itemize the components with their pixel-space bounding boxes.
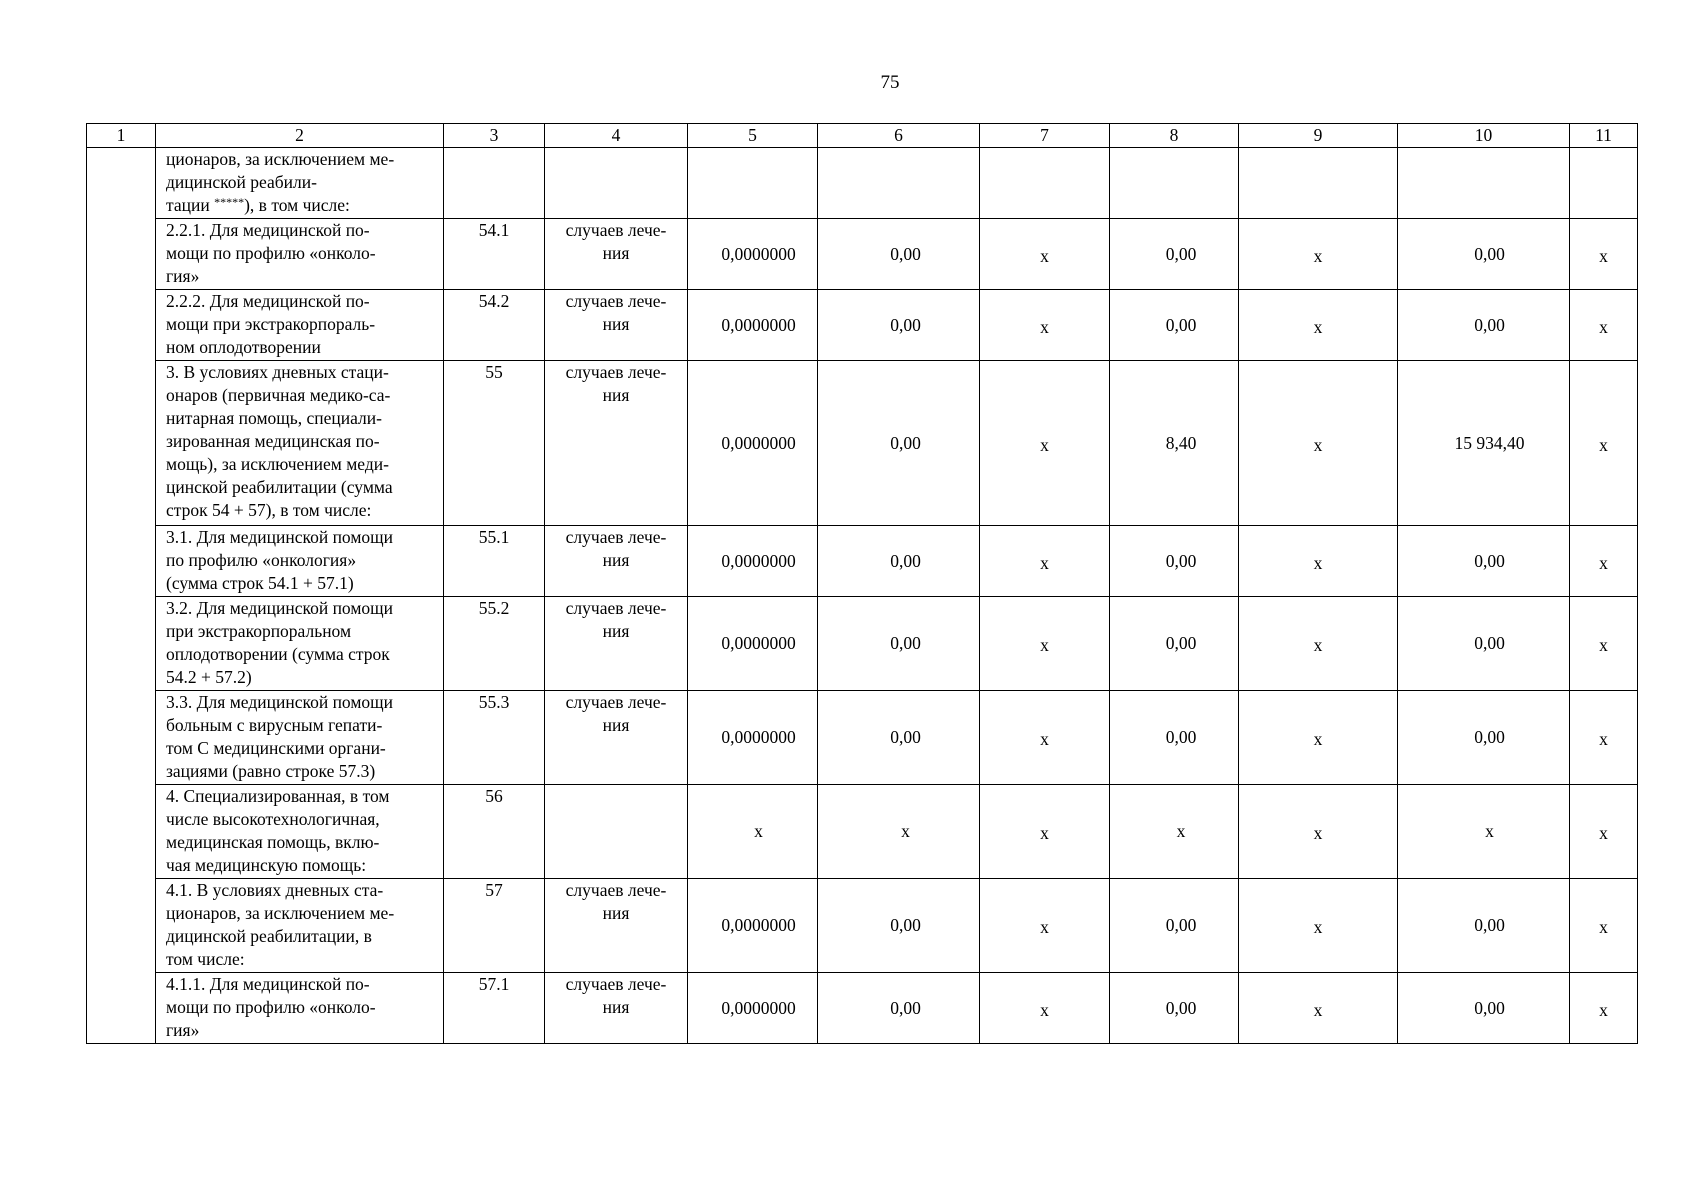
column-8-text: 0,00: [1165, 997, 1197, 1018]
row-name-tail: ), в том числе:: [244, 195, 350, 215]
column-10-text: х: [1485, 821, 1494, 841]
column-5-cell: [688, 290, 818, 361]
empty-cell: [818, 148, 980, 219]
column-9-cell: [1239, 973, 1398, 1044]
column-header: 2: [156, 124, 444, 148]
row-code-text: 56: [485, 786, 503, 806]
column-5-cell: [688, 973, 818, 1044]
column-7-cell: [980, 219, 1110, 290]
column-5-cell: [688, 879, 818, 973]
column-5-text: 0,0000000: [721, 314, 796, 335]
column-header: 7: [980, 124, 1110, 148]
column-10-text: 0,00: [1474, 915, 1505, 935]
row-name-cell: [156, 526, 444, 597]
table-row: [87, 219, 1638, 290]
unit-cell: [545, 597, 688, 691]
header-row: [87, 124, 1638, 148]
column-10-text: 0,00: [1474, 727, 1505, 747]
column-11-cell: [1570, 290, 1638, 361]
column-7-text: х: [1040, 999, 1049, 1020]
column-6-text: 0,00: [890, 550, 921, 571]
row-code-cell: [444, 526, 545, 597]
table-row: [87, 361, 1638, 526]
column-5-text: 0,0000000: [721, 915, 796, 935]
column-8-text: х: [1176, 821, 1186, 841]
column-10-cell: [1398, 290, 1570, 361]
row-code-cell: [444, 691, 545, 785]
column-6-text: 0,00: [890, 997, 921, 1018]
table-row: [87, 526, 1638, 597]
column-5-cell: [688, 785, 818, 879]
column-9-cell: [1239, 219, 1398, 290]
row-name-cell: [156, 361, 444, 526]
column-header: 1: [87, 124, 156, 148]
unit-text: случаев лече- ния: [565, 362, 667, 405]
column-7-cell: [980, 785, 1110, 879]
row-name-cell: [156, 290, 444, 361]
column-5-cell: [688, 597, 818, 691]
column-7-text: х: [1040, 917, 1049, 937]
column-6-cell: [818, 290, 980, 361]
column-5-text: 0,0000000: [721, 550, 796, 571]
column-6-cell: [818, 219, 980, 290]
column-6-cell: [818, 597, 980, 691]
table-row: [87, 290, 1638, 361]
column-header: 10: [1398, 124, 1570, 148]
column-10-text: 0,00: [1474, 314, 1505, 335]
column-8-cell: [1110, 785, 1239, 879]
column-10-text: 0,00: [1474, 243, 1505, 264]
column-11-text: х: [1599, 434, 1608, 455]
column-header: 8: [1110, 124, 1239, 148]
column-8-text: 0,00: [1165, 633, 1197, 653]
column-header: 3: [444, 124, 545, 148]
column-10-cell: [1398, 219, 1570, 290]
column-10-text: 15 934,40: [1454, 432, 1525, 453]
column-8-text: 0,00: [1165, 727, 1197, 747]
row-name-cell: [156, 879, 444, 973]
column-6-cell: [818, 526, 980, 597]
row-code-cell: [444, 290, 545, 361]
column-7-text: х: [1040, 635, 1049, 655]
column-7-text: х: [1040, 316, 1049, 337]
column-7-cell: [980, 361, 1110, 526]
column-8-text: 0,00: [1165, 550, 1197, 571]
column-9-cell: [1239, 526, 1398, 597]
column-9-cell: [1239, 597, 1398, 691]
column-7-text: х: [1040, 434, 1049, 455]
column-11-text: х: [1599, 552, 1608, 573]
table-row: [87, 691, 1638, 785]
row-code-text: 55: [485, 362, 503, 382]
row-name-cell: [156, 785, 444, 879]
column-10-cell: [1398, 526, 1570, 597]
column-11-cell: [1570, 597, 1638, 691]
row-name-cell: [156, 691, 444, 785]
column-11-cell: [1570, 973, 1638, 1044]
row-name-text: 3. В условиях дневных стаци- онаров (первичная медико-са- нитарная помощь, специали- зированная медицинская по- мощь), за исключением меди- цинской реабилитации (сумма строк 54 + 57), в том числе:: [166, 362, 393, 520]
column-10-cell: [1398, 597, 1570, 691]
row-code-text: 54.1: [478, 220, 510, 240]
empty-cell: [980, 148, 1110, 219]
empty-cell: [1398, 148, 1570, 219]
column-7-text: х: [1040, 823, 1049, 843]
column-11-cell: [1570, 879, 1638, 973]
unit-cell: [545, 290, 688, 361]
column-7-cell: [980, 290, 1110, 361]
row-name-text: 4.1.1. Для медицинской по- мощи по профилю «онколо- гия»: [166, 974, 376, 1040]
column-9-text: х: [1313, 729, 1323, 749]
column-7-cell: [980, 597, 1110, 691]
column-7-cell: [980, 526, 1110, 597]
row-code-text: 57.1: [478, 974, 510, 994]
unit-text: случаев лече- ния: [565, 220, 667, 263]
column-9-text: х: [1313, 917, 1323, 937]
row-name-text: 4. Специализированная, в том числе высокотехнологичная, медицинская помощь, вклю- чая медицинскую помощь:: [166, 786, 390, 875]
column-5-cell: [688, 691, 818, 785]
column-header: 6: [818, 124, 980, 148]
column-8-text: 8,40: [1165, 432, 1197, 453]
column-11-text: х: [1599, 635, 1608, 655]
row-name-text: 2.2.2. Для медицинской по- мощи при экстракорпораль- ном оплодотворении: [166, 291, 376, 357]
column-5-text: 0,0000000: [721, 633, 796, 653]
column-10-cell: [1398, 879, 1570, 973]
data-table: [86, 123, 1638, 1044]
unit-text: случаев лече- ния: [565, 291, 667, 334]
row-name-text: 3.2. Для медицинской помощи при экстракорпоральном оплодотворении (сумма строк 54.2 + 57.2): [166, 598, 394, 687]
column-8-cell: [1110, 691, 1239, 785]
unit-text: случаев лече- ния: [565, 880, 667, 923]
column-6-cell: [818, 785, 980, 879]
row-name-text: 3.1. Для медицинской помощи по профилю «онкология» (сумма строк 54.1 + 57.1): [166, 527, 394, 593]
column-8-cell: [1110, 879, 1239, 973]
column-6-text: х: [901, 821, 910, 841]
column-9-text: х: [1313, 434, 1323, 455]
column-7-cell: [980, 879, 1110, 973]
column-header: 9: [1239, 124, 1398, 148]
column-8-text: 0,00: [1165, 314, 1197, 335]
column-9-text: х: [1313, 999, 1323, 1020]
column-5-text: 0,0000000: [721, 727, 796, 747]
row-code-cell: [444, 597, 545, 691]
column-6-cell: [818, 361, 980, 526]
unit-cell: [545, 785, 688, 879]
unit-cell: [545, 691, 688, 785]
column-8-text: 0,00: [1165, 915, 1197, 935]
row-name-text: 2.2.1. Для медицинской по- мощи по профилю «онколо- гия»: [166, 220, 376, 286]
column-8-cell: [1110, 973, 1239, 1044]
column-9-cell: [1239, 785, 1398, 879]
column-8-cell: [1110, 361, 1239, 526]
column-10-text: 0,00: [1474, 997, 1505, 1018]
empty-cell: [1239, 148, 1398, 219]
column-5-text: х: [754, 821, 763, 841]
row-name-text: 4.1. В условиях дневных ста- ционаров, за исключением ме- дицинской реабилитации, в том числе:: [166, 880, 395, 969]
column-7-cell: [980, 973, 1110, 1044]
column-8-cell: [1110, 290, 1239, 361]
column-11-cell: [1570, 785, 1638, 879]
column-11-cell: [1570, 219, 1638, 290]
column-7-cell: [980, 691, 1110, 785]
row-name-cell: [156, 148, 444, 219]
column-5-cell: [688, 526, 818, 597]
column-header: 5: [688, 124, 818, 148]
column-11-text: х: [1599, 245, 1608, 266]
empty-cell: [545, 148, 688, 219]
column-5-text: 0,0000000: [721, 997, 796, 1018]
row-code-cell: [444, 219, 545, 290]
column-6-text: 0,00: [890, 633, 921, 653]
unit-text: случаев лече- ния: [565, 974, 667, 1017]
empty-cell: [444, 148, 545, 219]
column-6-cell: [818, 879, 980, 973]
column-11-cell: [1570, 691, 1638, 785]
table-row: [87, 879, 1638, 973]
column-11-text: х: [1599, 729, 1608, 749]
column-8-text: 0,00: [1165, 243, 1197, 264]
unit-cell: [545, 361, 688, 526]
column-9-cell: [1239, 361, 1398, 526]
column-11-cell: [1570, 361, 1638, 526]
row-code-text: 55.1: [478, 527, 510, 547]
column-header: 11: [1570, 124, 1638, 148]
row-code-text: 55.3: [478, 692, 510, 712]
row-code-text: 54.2: [478, 291, 510, 311]
row-name-cell: [156, 597, 444, 691]
unit-cell: [545, 879, 688, 973]
unit-cell: [545, 973, 688, 1044]
column-10-cell: [1398, 973, 1570, 1044]
column-9-text: х: [1313, 316, 1323, 337]
column-5-cell: [688, 361, 818, 526]
column-10-text: 0,00: [1474, 550, 1505, 571]
unit-text: случаев лече- ния: [565, 527, 667, 570]
column-10-cell: [1398, 361, 1570, 526]
unit-cell: [545, 526, 688, 597]
table-row: [87, 785, 1638, 879]
page-number: 75: [880, 72, 900, 93]
column-11-text: х: [1599, 316, 1608, 337]
column-8-cell: [1110, 219, 1239, 290]
row-code-cell: [444, 361, 545, 526]
column-7-text: х: [1040, 729, 1049, 749]
column-10-cell: [1398, 785, 1570, 879]
column-11-cell: [1570, 526, 1638, 597]
table-row: [87, 973, 1638, 1044]
table-row: [87, 597, 1638, 691]
column-5-text: 0,0000000: [721, 243, 796, 264]
row-code-text: 57: [485, 880, 503, 900]
row-name-text: ционаров, за исключением ме- дицинской реабили- тации: [166, 149, 395, 215]
column-9-text: х: [1313, 245, 1323, 266]
column-9-cell: [1239, 879, 1398, 973]
empty-cell: [1110, 148, 1239, 219]
empty-cell: [1570, 148, 1638, 219]
row-code-cell: [444, 973, 545, 1044]
column-10-text: 0,00: [1474, 633, 1505, 653]
column-8-cell: [1110, 526, 1239, 597]
column-7-text: х: [1040, 552, 1049, 573]
column-6-text: 0,00: [890, 243, 921, 264]
column-9-cell: [1239, 290, 1398, 361]
footnote-mark: *****: [214, 195, 245, 209]
column-1-cell: [87, 148, 156, 1044]
column-10-cell: [1398, 691, 1570, 785]
column-6-cell: [818, 973, 980, 1044]
column-11-text: х: [1599, 917, 1608, 937]
column-6-text: 0,00: [890, 314, 921, 335]
column-5-cell: [688, 219, 818, 290]
column-header: 4: [545, 124, 688, 148]
row-name-cell: [156, 973, 444, 1044]
row-code-cell: [444, 785, 545, 879]
unit-cell: [545, 219, 688, 290]
unit-text: случаев лече- ния: [565, 598, 667, 641]
row-name-cell: [156, 219, 444, 290]
column-11-text: х: [1599, 823, 1608, 843]
row-name-text: 3.3. Для медицинской помощи больным с вирусным гепати- том С медицинскими органи- зациями (равно строке 57.3): [166, 692, 394, 781]
column-7-text: х: [1040, 245, 1049, 266]
column-6-text: 0,00: [890, 915, 921, 935]
column-11-text: х: [1599, 999, 1608, 1020]
column-5-text: 0,0000000: [721, 432, 796, 453]
column-9-text: х: [1313, 552, 1323, 573]
column-6-text: 0,00: [890, 727, 921, 747]
empty-cell: [688, 148, 818, 219]
column-9-text: х: [1313, 823, 1323, 843]
row-code-text: 55.2: [478, 598, 510, 618]
column-9-cell: [1239, 691, 1398, 785]
column-6-text: 0,00: [890, 432, 921, 453]
column-9-text: х: [1313, 635, 1323, 655]
row-code-cell: [444, 879, 545, 973]
unit-text: случаев лече- ния: [565, 692, 667, 735]
column-6-cell: [818, 691, 980, 785]
table-row-continued: [87, 148, 1638, 219]
column-8-cell: [1110, 597, 1239, 691]
